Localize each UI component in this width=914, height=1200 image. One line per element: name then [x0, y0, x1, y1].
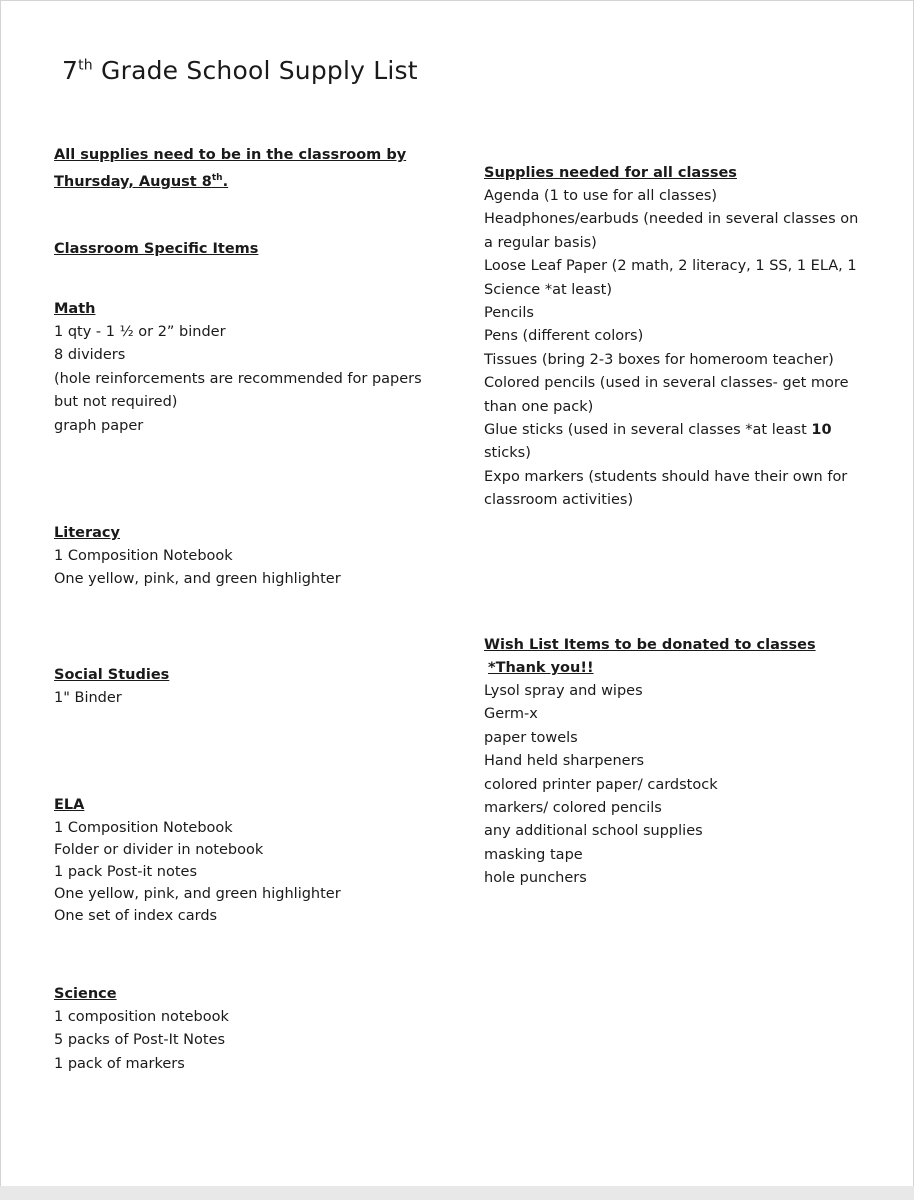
list-item: 5 packs of Post-It Notes: [54, 1032, 226, 1049]
list-item: 1 Composition Notebook: [54, 820, 233, 836]
social-studies-heading: Social Studies: [54, 667, 170, 683]
classroom-specific-heading: Classroom Specific Items: [54, 241, 259, 257]
list-item: than one pack): [484, 398, 594, 415]
list-item: any additional school supplies: [484, 823, 703, 840]
math-heading: Math: [54, 301, 96, 317]
list-item: 8 dividers: [54, 347, 126, 364]
wish-list-section: [484, 634, 816, 891]
math-section: [54, 298, 422, 438]
deadline-notice: [54, 144, 406, 194]
list-item: a regular basis): [484, 234, 597, 251]
social-studies-section: [54, 664, 169, 710]
ela-heading: ELA: [54, 797, 85, 813]
list-item: Expo markers (students should have their own for: [484, 468, 848, 485]
page-title: 7th Grade School Supply List: [62, 56, 418, 85]
list-item: Pens (different colors): [484, 328, 644, 345]
list-item: 1 pack Post-it notes: [54, 864, 198, 880]
thank-you-note: *Thank you!!: [488, 660, 594, 676]
list-item: paper towels: [484, 729, 578, 746]
literacy-section: [54, 522, 341, 592]
list-item: One set of index cards: [54, 908, 218, 924]
all-classes-heading: Supplies needed for all classes: [484, 165, 737, 181]
list-item: (hole reinforcements are recommended for papers: [54, 370, 422, 387]
list-item: Lysol spray and wipes: [484, 683, 643, 699]
list-item: Glue sticks (used in several classes *at least 10: [484, 422, 832, 439]
ela-section: [54, 794, 341, 927]
list-item: colored printer paper/ cardstock: [484, 776, 718, 793]
list-item: markers/ colored pencils: [484, 800, 662, 817]
list-item: but not required): [54, 394, 178, 411]
list-item: graph paper: [54, 417, 144, 434]
all-classes-section: [484, 162, 858, 513]
list-item: Loose Leaf Paper (2 math, 2 literacy, 1 SS, 1 ELA, 1: [484, 258, 857, 275]
list-item: 1" Binder: [54, 690, 122, 706]
science-section: [54, 983, 229, 1076]
list-item: One yellow, pink, and green highlighter: [54, 886, 341, 902]
list-item: Headphones/earbuds (needed in several classes on: [484, 211, 859, 228]
list-item: Germ-x: [484, 706, 538, 723]
list-item: One yellow, pink, and green highlighter: [54, 571, 341, 588]
viewer-bottom-strip: [0, 1186, 914, 1200]
list-item: 1 Composition Notebook: [54, 548, 233, 564]
list-item: Science *at least): [484, 281, 612, 298]
list-item: 1 qty - 1 ½ or 2” binder: [54, 324, 226, 340]
deadline-line-2: Thursday, August 8th.: [54, 173, 229, 190]
list-item: Colored pencils (used in several classes- get more: [484, 375, 849, 392]
list-item: 1 composition notebook: [54, 1009, 229, 1025]
list-item: Pencils: [484, 305, 534, 322]
list-item: hole punchers: [484, 870, 587, 887]
list-item: classroom activities): [484, 492, 634, 509]
list-item: Tissues (bring 2-3 boxes for homeroom teacher): [484, 351, 834, 368]
list-item: Agenda (1 to use for all classes): [484, 188, 718, 204]
literacy-heading: Literacy: [54, 525, 120, 541]
list-item: masking tape: [484, 846, 583, 863]
deadline-line-1: All supplies need to be in the classroom by: [54, 147, 407, 163]
science-heading: Science: [54, 986, 117, 1002]
wish-list-heading: Wish List Items to be donated to classes: [484, 637, 816, 653]
list-item: 1 pack of markers: [54, 1055, 185, 1072]
list-item: Hand held sharpeners: [484, 753, 645, 770]
list-item: Folder or divider in notebook: [54, 842, 264, 858]
list-item: sticks): [484, 445, 531, 462]
